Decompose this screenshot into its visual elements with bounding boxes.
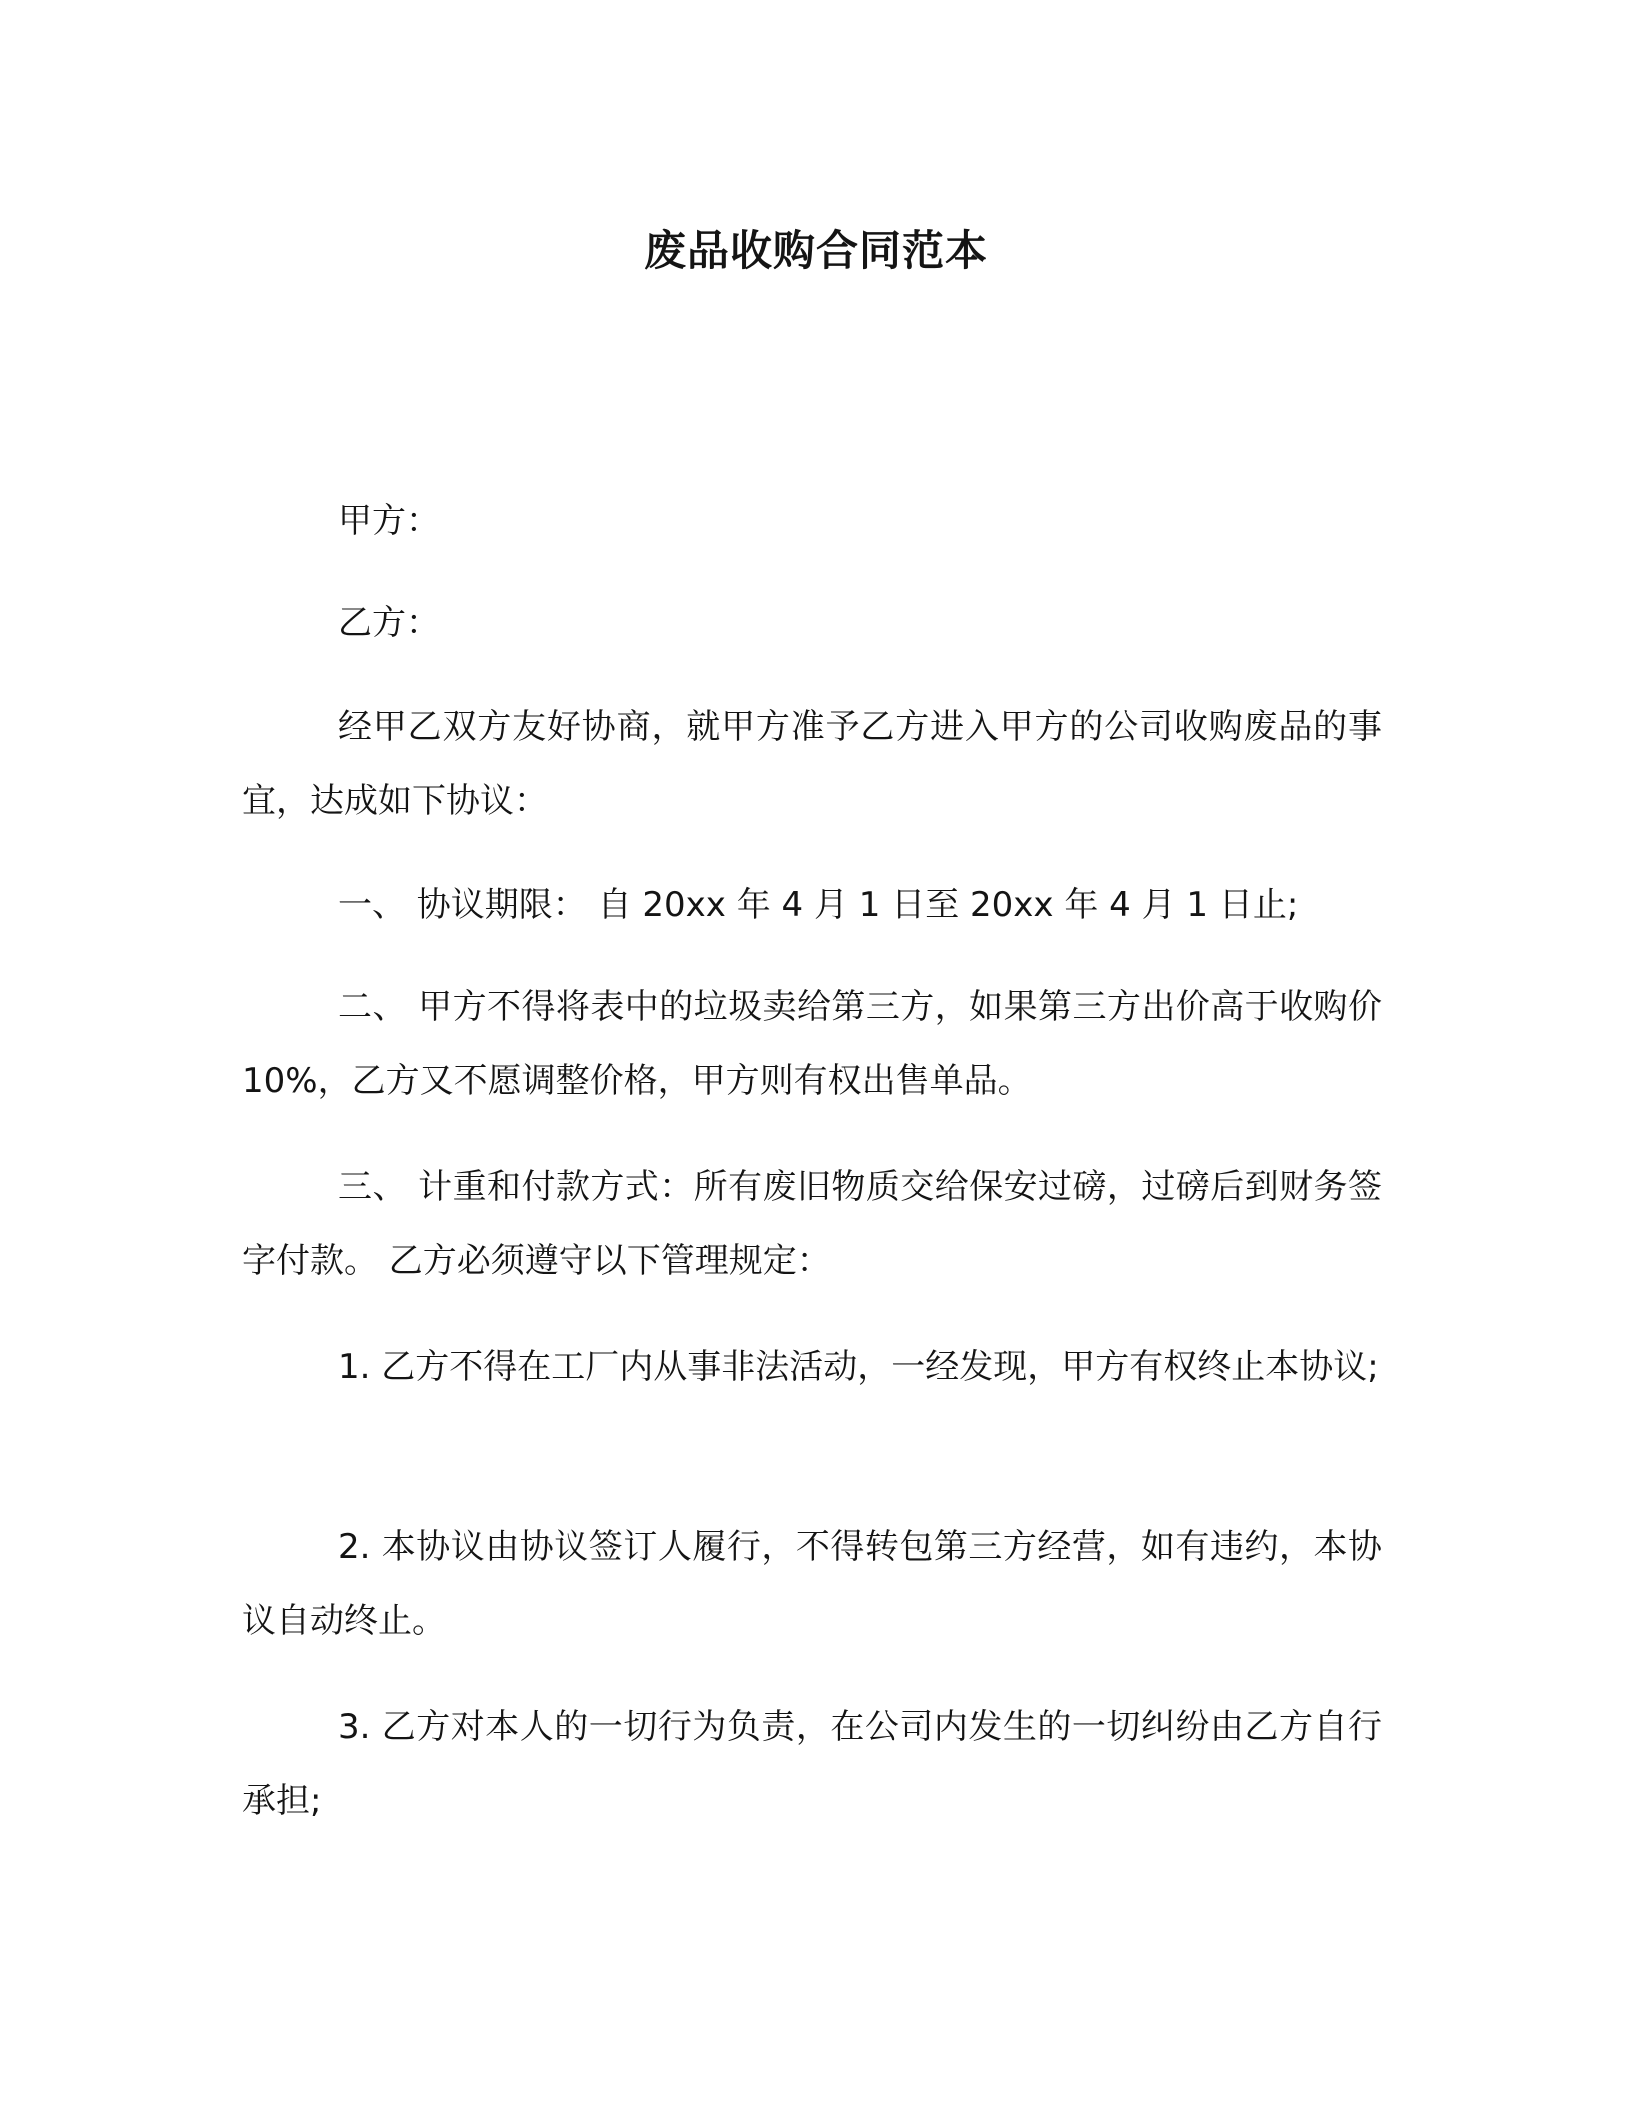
- party-b-line: 乙方：: [338, 603, 440, 643]
- rule-2-no-subcontracting: 2. 本协议由协议签订人履行，不得转包第三方经营，如有违约，本协议自动终止。: [242, 1527, 1382, 1641]
- document-title: 废品收购合同范本: [643, 226, 988, 275]
- clause-1-term: 一、 协议期限： 自 20xx 年 4 月 1 日至 20xx 年 4 月 1 日止;: [338, 885, 1299, 925]
- party-a-line: 甲方：: [338, 501, 440, 541]
- rule-3-responsibility: 3. 乙方对本人的一切行为负责，在公司内发生的一切纠纷由乙方自行承担;: [242, 1707, 1382, 1821]
- clause-3-weighing-payment: 三、 计重和付款方式：所有废旧物质交给保安过磅，过磅后到财务签字付款。 乙方必须遵守以下管理规定：: [242, 1167, 1382, 1281]
- clause-2-resale: 二、 甲方不得将表中的垃圾卖给第三方，如果第三方出价高于收购价 10%，乙方又不愿调整价格，甲方则有权出售单品。: [242, 987, 1382, 1101]
- rule-1-illegal-activity: 1. 乙方不得在工厂内从事非法活动，一经发现，甲方有权终止本协议;: [338, 1347, 1379, 1387]
- preamble-paragraph: 经甲乙双方友好协商，就甲方准予乙方进入甲方的公司收购废品的事宜，达成如下协议：: [242, 707, 1382, 821]
